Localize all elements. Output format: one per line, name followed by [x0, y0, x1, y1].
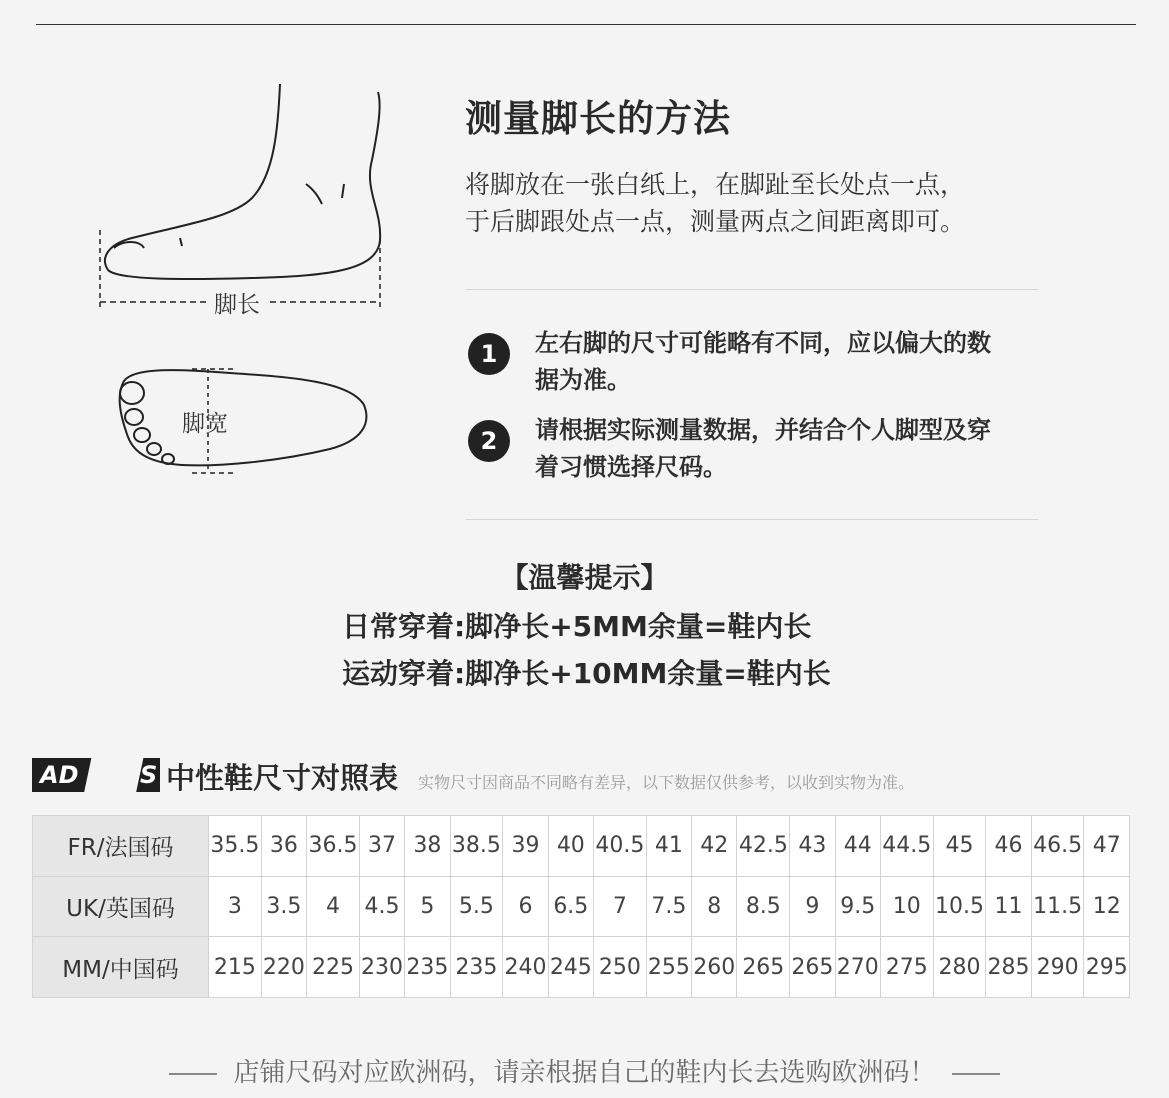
size-chart-table [32, 815, 1130, 998]
table-cell: 265 [790, 937, 835, 998]
table-cell: 4.5 [359, 876, 404, 937]
table-cell: 43 [790, 816, 835, 877]
row-header: UK/英国码 [33, 876, 209, 937]
footer-dash [169, 1073, 217, 1075]
table-cell: 37 [359, 816, 404, 877]
table-cell: 3.5 [261, 876, 306, 937]
tip-line: 左右脚的尺寸可能略有不同，应以偏大的数 [535, 329, 991, 357]
table-cell: 40 [548, 816, 593, 877]
table-cell: 38 [405, 816, 450, 877]
foot-width-illustration [110, 355, 380, 485]
table-cell: 44 [835, 816, 880, 877]
table-cell: 255 [646, 937, 691, 998]
foot-width-label: 脚宽 [182, 411, 228, 437]
method-description [465, 166, 1065, 240]
table-row [33, 816, 1130, 877]
table-cell: 44.5 [880, 816, 933, 877]
table-cell: 5 [405, 876, 450, 937]
tip-item [468, 325, 1048, 405]
table-cell: 235 [450, 937, 503, 998]
method-title: 测量脚长的方法 [465, 97, 731, 140]
table-cell: 280 [933, 937, 986, 998]
footer-dash [952, 1073, 1000, 1075]
table-cell: 4 [307, 876, 360, 937]
table-cell: 250 [594, 937, 647, 998]
table-cell: 45 [933, 816, 986, 877]
table-cell: 235 [405, 937, 450, 998]
tip-text [535, 412, 1055, 486]
table-cell: 215 [209, 937, 262, 998]
section-divider [466, 519, 1038, 520]
table-cell: 275 [880, 937, 933, 998]
table-cell: 260 [692, 937, 737, 998]
table-cell: 9 [790, 876, 835, 937]
table-cell: 46 [986, 816, 1031, 877]
tip-line: 据为准。 [535, 366, 631, 394]
foot-top-icon [110, 355, 380, 485]
table-cell: 46.5 [1031, 816, 1084, 877]
tip-text [535, 325, 1055, 399]
table-cell: 220 [261, 937, 306, 998]
table-cell: 47 [1084, 816, 1130, 877]
table-cell: 11.5 [1031, 876, 1084, 937]
foot-length-label: 脚长 [208, 286, 266, 319]
table-cell: 9.5 [835, 876, 880, 937]
table-cell: 7.5 [646, 876, 691, 937]
table-cell: 225 [307, 937, 360, 998]
table-cell: 290 [1031, 937, 1084, 998]
table-cell: 3 [209, 876, 262, 937]
warm-tip-sport: 运动穿着:脚净长+10MM余量=鞋内长 [342, 657, 831, 690]
table-cell: 295 [1084, 937, 1130, 998]
table-cell: 240 [503, 937, 548, 998]
table-cell: 42.5 [737, 816, 790, 877]
table-cell: 35.5 [209, 816, 262, 877]
table-row [33, 876, 1130, 937]
brand-text: AD [40, 761, 79, 789]
table-cell: 40.5 [594, 816, 647, 877]
table-cell: 10.5 [933, 876, 986, 937]
table-cell: 265 [737, 937, 790, 998]
table-cell: 230 [359, 937, 404, 998]
foot-side-icon [92, 80, 392, 320]
tip-line: 请根据实际测量数据，并结合个人脚型及穿 [535, 416, 991, 444]
footer-text: 店铺尺码对应欧洲码，请亲根据自己的鞋内长去选购欧洲码！ [233, 1058, 936, 1088]
foot-length-illustration [92, 80, 392, 320]
table-cell: 11 [986, 876, 1031, 937]
table-cell: 5.5 [450, 876, 503, 937]
warm-tip-daily: 日常穿着:脚净长+5MM余量=鞋内长 [342, 610, 812, 643]
row-header: FR/法国码 [33, 816, 209, 877]
method-description-line: 将脚放在一张白纸上，在脚趾至长处点一点， [465, 170, 966, 199]
footer-note [0, 1052, 1169, 1089]
table-cell: 8.5 [737, 876, 790, 937]
table-cell: 41 [646, 816, 691, 877]
tip-item [468, 412, 1048, 492]
table-cell: 6 [503, 876, 548, 937]
warm-tips-heading: 【温馨提示】 [500, 561, 669, 594]
table-cell: 270 [835, 937, 880, 998]
table-cell: 285 [986, 937, 1031, 998]
table-cell: 38.5 [450, 816, 503, 877]
table-cell: 8 [692, 876, 737, 937]
table-cell: 12 [1084, 876, 1130, 937]
table-cell: 39 [503, 816, 548, 877]
size-chart-note: 实物尺寸因商品不同略有差异，以下数据仅供参考，以收到实物为准。 [418, 773, 915, 792]
tip-line: 着习惯选择尺码。 [535, 453, 727, 481]
table-cell: 245 [548, 937, 593, 998]
table-cell: 10 [880, 876, 933, 937]
tip-number-badge: 1 [468, 333, 510, 375]
table-cell: 36.5 [307, 816, 360, 877]
method-description-line: 于后脚跟处点一点，测量两点之间距离即可。 [465, 207, 966, 236]
size-chart-title: 中性鞋尺寸对照表 [166, 761, 399, 795]
table-cell: 7 [594, 876, 647, 937]
table-cell: 6.5 [548, 876, 593, 937]
table-cell: 36 [261, 816, 306, 877]
top-divider [36, 24, 1136, 25]
section-divider [466, 289, 1038, 290]
tip-number-badge: 2 [468, 420, 510, 462]
table-row [33, 937, 1130, 998]
row-header: MM/中国码 [33, 937, 209, 998]
brand-logo-mask [83, 752, 144, 796]
table-cell: 42 [692, 816, 737, 877]
brand-text-tail: S [140, 761, 158, 789]
